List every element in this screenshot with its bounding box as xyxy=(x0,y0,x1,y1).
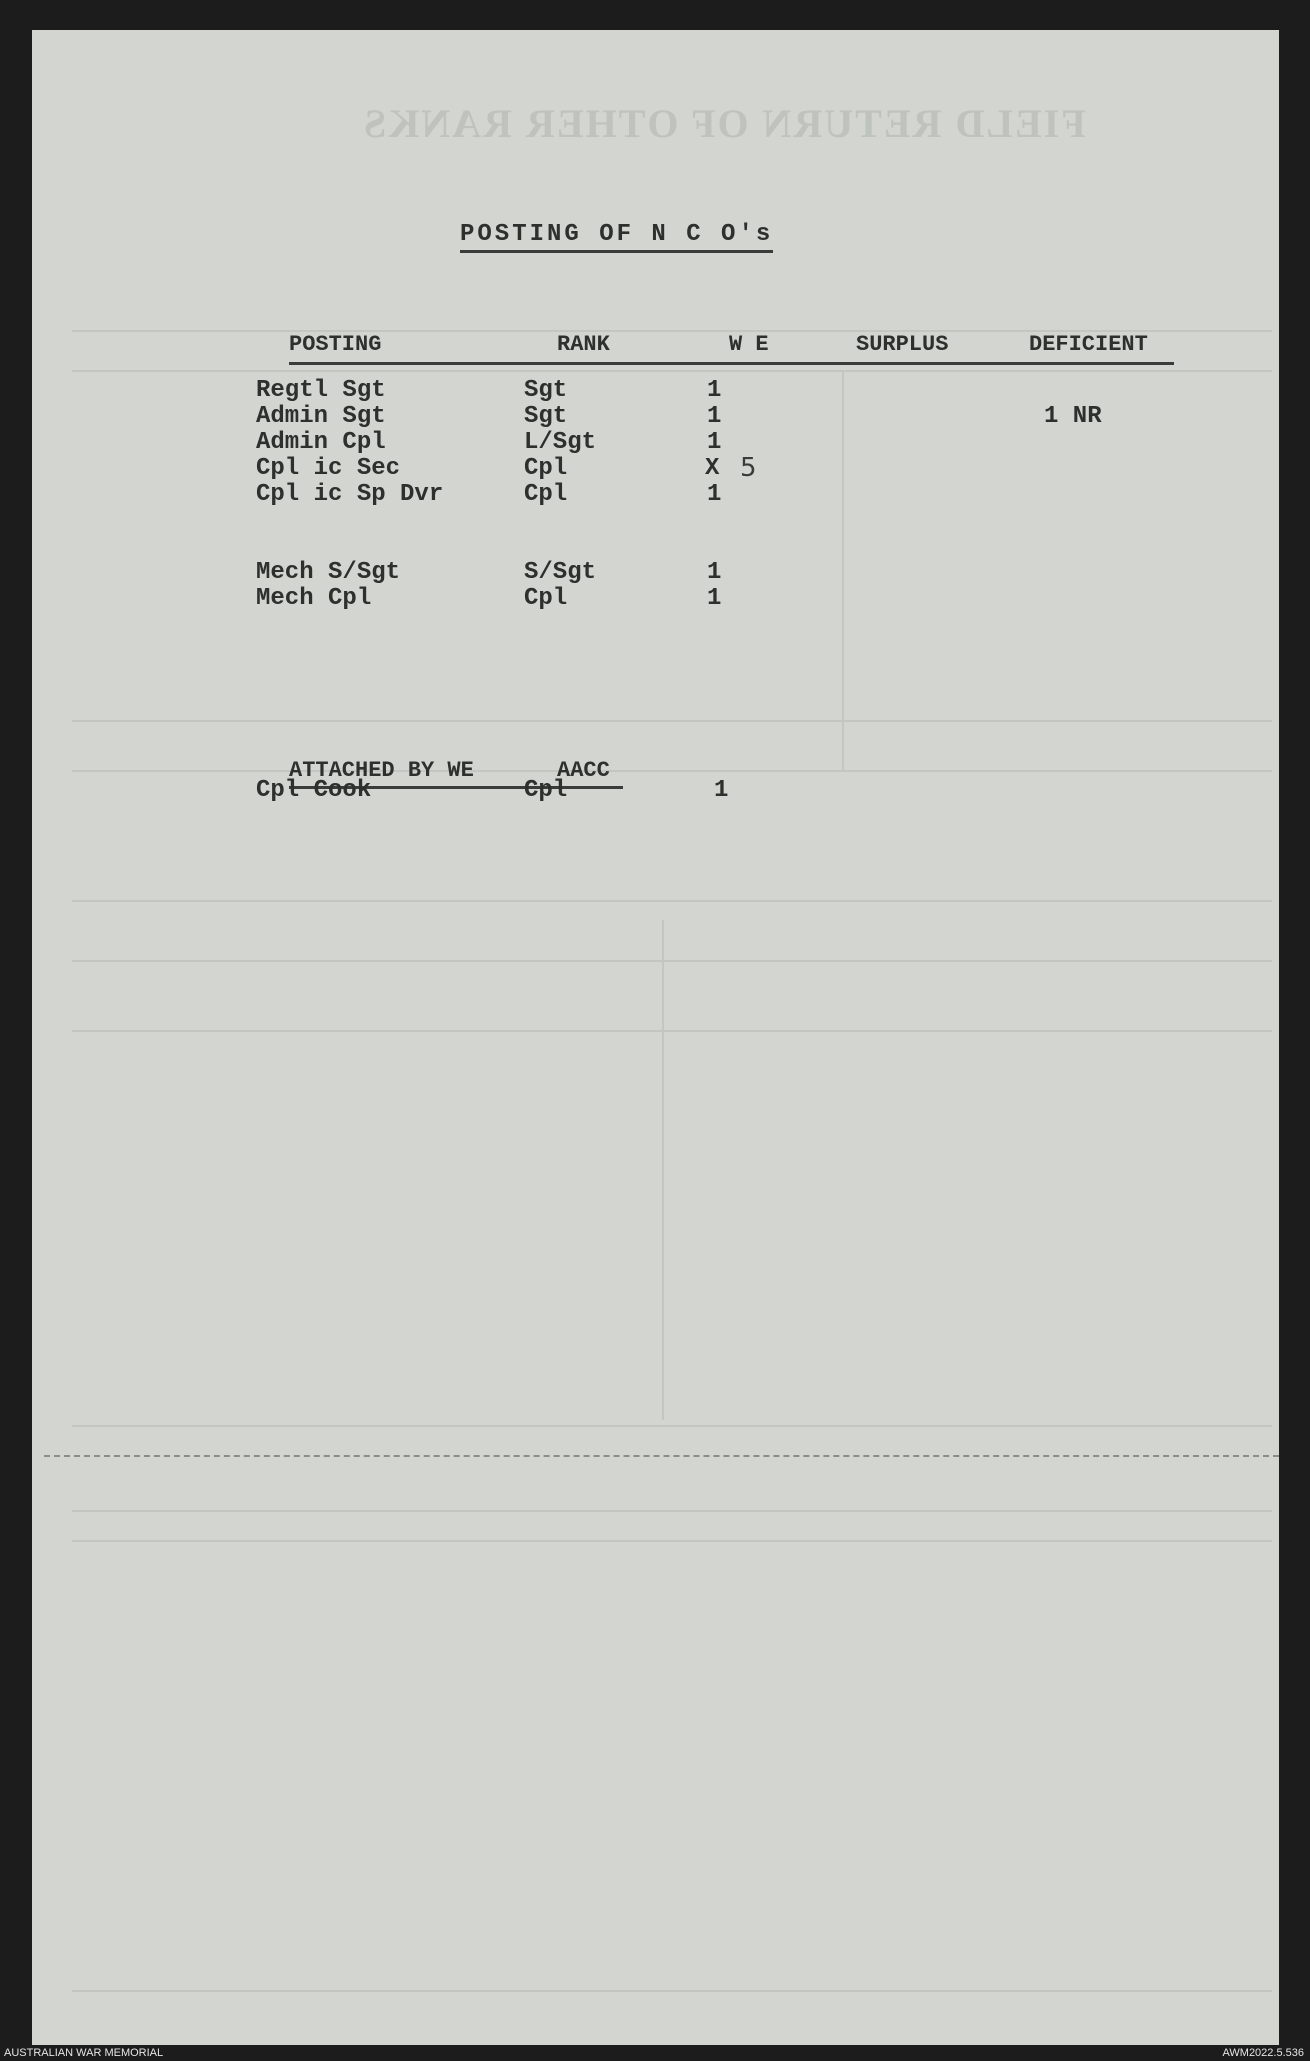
attached-row-rank: Cpl xyxy=(524,777,568,804)
column-header-rank: RANK xyxy=(557,332,610,357)
row-posting: Mech S/Sgt xyxy=(256,559,401,586)
show-through-rule xyxy=(72,1510,1272,1512)
row-posting: Cpl ic Sec xyxy=(256,455,401,482)
show-through-rule xyxy=(72,770,1272,772)
show-through-rule xyxy=(842,370,844,770)
column-header-surplus: SURPLUS xyxy=(856,332,949,357)
attached-row-we: 1 xyxy=(714,777,729,804)
row-we: 1 xyxy=(707,481,722,508)
attached-row-posting: Cpl Cook xyxy=(256,777,372,804)
row-we: 1 xyxy=(707,429,722,456)
row-posting: Regtl Sgt xyxy=(256,377,386,404)
show-through-rule xyxy=(72,1990,1272,1992)
show-through-rule xyxy=(662,920,664,1420)
row-rank: S/Sgt xyxy=(524,559,597,586)
row-rank: Cpl xyxy=(524,455,568,482)
handwritten-annotation: 5 xyxy=(740,453,757,483)
show-through-rule xyxy=(72,1540,1272,1542)
show-through-rule xyxy=(72,720,1272,722)
row-rank: Cpl xyxy=(524,481,568,508)
row-posting: Admin Cpl xyxy=(256,429,386,456)
row-rank: Sgt xyxy=(524,377,568,404)
document-sheet xyxy=(32,30,1279,2045)
show-through-rule xyxy=(72,1425,1272,1427)
attached-corps: AACC xyxy=(557,758,610,783)
show-through-rule xyxy=(72,900,1272,902)
column-header-deficient: DEFICIENT xyxy=(1029,332,1148,357)
footer-reference: AWM2022.5.536 xyxy=(1222,2047,1304,2059)
column-header-row xyxy=(289,328,1174,365)
row-we: 1 xyxy=(707,403,722,430)
row-deficient: 1 NR xyxy=(1044,403,1102,430)
row-posting: Mech Cpl xyxy=(256,585,372,612)
show-through-rule xyxy=(72,960,1272,962)
row-we: 1 xyxy=(707,377,722,404)
row-rank: Cpl xyxy=(524,585,568,612)
show-through-rule xyxy=(72,1030,1272,1032)
show-through-title: FIELD RETURN OF OTHER RANKS xyxy=(362,101,1086,146)
column-header-we: W E xyxy=(729,332,769,357)
row-we: 1 xyxy=(707,559,722,586)
attached-label: ATTACHED BY WE xyxy=(289,758,474,783)
row-rank: L/Sgt xyxy=(524,429,597,456)
footer-credit: AUSTRALIAN WAR MEMORIAL xyxy=(4,2047,164,2059)
perforation-line xyxy=(44,1455,1279,1457)
row-we: X xyxy=(705,455,720,482)
row-rank: Sgt xyxy=(524,403,568,430)
column-header-posting: POSTING xyxy=(289,332,382,357)
row-posting: Admin Sgt xyxy=(256,403,386,430)
row-we: 1 xyxy=(707,585,722,612)
show-through-rule xyxy=(72,370,1272,372)
page-heading: POSTING OF N C O's xyxy=(460,222,773,253)
row-posting: Cpl ic Sp Dvr xyxy=(256,481,444,508)
